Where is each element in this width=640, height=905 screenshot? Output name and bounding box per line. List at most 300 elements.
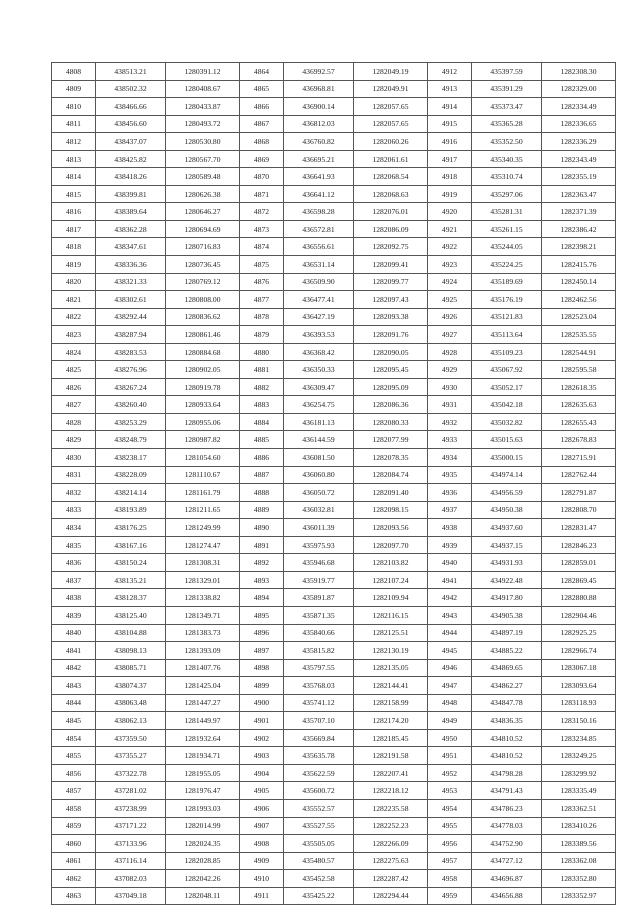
point-id-cell: 4892 (240, 554, 284, 572)
table-row (52, 624, 616, 642)
x-coordinate-cell: 436531.14 (284, 256, 354, 274)
table-row (52, 571, 616, 589)
y-coordinate-cell: 1282049.19 (354, 63, 428, 81)
point-id-cell: 4916 (428, 133, 472, 151)
point-id-cell: 4814 (52, 168, 96, 186)
table-row (52, 378, 616, 396)
x-coordinate-cell: 438248.79 (96, 431, 166, 449)
x-coordinate-cell: 435635.78 (284, 747, 354, 765)
y-coordinate-cell: 1282076.01 (354, 203, 428, 221)
point-id-cell: 4825 (52, 361, 96, 379)
x-coordinate-cell: 438347.61 (96, 238, 166, 256)
y-coordinate-cell: 1282329.00 (542, 80, 616, 98)
y-coordinate-cell: 1282762.44 (542, 466, 616, 484)
point-id-cell: 4894 (240, 589, 284, 607)
x-coordinate-cell: 437133.96 (96, 835, 166, 853)
point-id-cell: 4947 (428, 677, 472, 695)
point-id-cell: 4953 (428, 782, 472, 800)
x-coordinate-cell: 436572.81 (284, 220, 354, 238)
table-row (52, 220, 616, 238)
y-coordinate-cell: 1282057.65 (354, 115, 428, 133)
y-coordinate-cell: 1281161.79 (166, 484, 240, 502)
coordinate-table-page (51, 62, 615, 905)
x-coordinate-cell: 438336.36 (96, 256, 166, 274)
x-coordinate-cell: 435000.15 (472, 449, 542, 467)
point-id-cell: 4919 (428, 185, 472, 203)
point-id-cell: 4948 (428, 694, 472, 712)
x-coordinate-cell: 438466.66 (96, 98, 166, 116)
x-coordinate-cell: 434885.22 (472, 642, 542, 660)
y-coordinate-cell: 1281407.76 (166, 659, 240, 677)
y-coordinate-cell: 1282535.55 (542, 326, 616, 344)
point-id-cell: 4889 (240, 501, 284, 519)
point-id-cell: 4944 (428, 624, 472, 642)
x-coordinate-cell: 435310.74 (472, 168, 542, 186)
table-row (52, 256, 616, 274)
point-id-cell: 4834 (52, 519, 96, 537)
x-coordinate-cell: 435946.68 (284, 554, 354, 572)
y-coordinate-cell: 1282371.39 (542, 203, 616, 221)
y-coordinate-cell: 1281308.31 (166, 554, 240, 572)
x-coordinate-cell: 435600.72 (284, 782, 354, 800)
point-id-cell: 4946 (428, 659, 472, 677)
table-row (52, 308, 616, 326)
point-id-cell: 4878 (240, 308, 284, 326)
point-id-cell: 4845 (52, 712, 96, 730)
x-coordinate-cell: 436350.33 (284, 361, 354, 379)
x-coordinate-cell: 437359.50 (96, 729, 166, 747)
y-coordinate-cell: 1282080.33 (354, 413, 428, 431)
point-id-cell: 4836 (52, 554, 96, 572)
y-coordinate-cell: 1283352.97 (542, 887, 616, 905)
y-coordinate-cell: 1280836.62 (166, 308, 240, 326)
y-coordinate-cell: 1282116.15 (354, 606, 428, 624)
point-id-cell: 4928 (428, 343, 472, 361)
table-row (52, 694, 616, 712)
y-coordinate-cell: 1281211.65 (166, 501, 240, 519)
y-coordinate-cell: 1280493.72 (166, 115, 240, 133)
point-id-cell: 4885 (240, 431, 284, 449)
point-id-cell: 4941 (428, 571, 472, 589)
y-coordinate-cell: 1282544.91 (542, 343, 616, 361)
x-coordinate-cell: 435365.28 (472, 115, 542, 133)
point-id-cell: 4912 (428, 63, 472, 81)
table-row (52, 782, 616, 800)
point-id-cell: 4915 (428, 115, 472, 133)
x-coordinate-cell: 435052.17 (472, 378, 542, 396)
x-coordinate-cell: 438437.07 (96, 133, 166, 151)
point-id-cell: 4872 (240, 203, 284, 221)
y-coordinate-cell: 1282086.09 (354, 220, 428, 238)
point-id-cell: 4925 (428, 291, 472, 309)
point-id-cell: 4854 (52, 729, 96, 747)
y-coordinate-cell: 1282266.09 (354, 835, 428, 853)
y-coordinate-cell: 1281425.04 (166, 677, 240, 695)
y-coordinate-cell: 1282191.58 (354, 747, 428, 765)
x-coordinate-cell: 435505.05 (284, 835, 354, 853)
x-coordinate-cell: 437082.03 (96, 870, 166, 888)
table-row (52, 98, 616, 116)
point-id-cell: 4871 (240, 185, 284, 203)
point-id-cell: 4890 (240, 519, 284, 537)
y-coordinate-cell: 1282093.38 (354, 308, 428, 326)
point-id-cell: 4809 (52, 80, 96, 98)
y-coordinate-cell: 1282060.26 (354, 133, 428, 151)
y-coordinate-cell: 1282308.30 (542, 63, 616, 81)
x-coordinate-cell: 438513.21 (96, 63, 166, 81)
x-coordinate-cell: 438287.94 (96, 326, 166, 344)
table-body (52, 63, 616, 905)
point-id-cell: 4913 (428, 80, 472, 98)
point-id-cell: 4860 (52, 835, 96, 853)
x-coordinate-cell: 435397.59 (472, 63, 542, 81)
x-coordinate-cell: 434905.38 (472, 606, 542, 624)
y-coordinate-cell: 1280987.82 (166, 431, 240, 449)
table-row (52, 606, 616, 624)
x-coordinate-cell: 435352.50 (472, 133, 542, 151)
point-id-cell: 4864 (240, 63, 284, 81)
point-id-cell: 4819 (52, 256, 96, 274)
y-coordinate-cell: 1283093.64 (542, 677, 616, 695)
y-coordinate-cell: 1282966.74 (542, 642, 616, 660)
point-id-cell: 4930 (428, 378, 472, 396)
table-row (52, 519, 616, 537)
y-coordinate-cell: 1281338.82 (166, 589, 240, 607)
point-id-cell: 4957 (428, 852, 472, 870)
x-coordinate-cell: 436060.80 (284, 466, 354, 484)
x-coordinate-cell: 435391.29 (472, 80, 542, 98)
y-coordinate-cell: 1281054.60 (166, 449, 240, 467)
x-coordinate-cell: 438104.88 (96, 624, 166, 642)
y-coordinate-cell: 1280736.45 (166, 256, 240, 274)
table-row (52, 799, 616, 817)
x-coordinate-cell: 434778.03 (472, 817, 542, 835)
x-coordinate-cell: 438321.33 (96, 273, 166, 291)
point-id-cell: 4821 (52, 291, 96, 309)
y-coordinate-cell: 1283067.18 (542, 659, 616, 677)
x-coordinate-cell: 435871.35 (284, 606, 354, 624)
y-coordinate-cell: 1282678.83 (542, 431, 616, 449)
y-coordinate-cell: 1282093.56 (354, 519, 428, 537)
x-coordinate-cell: 434791.43 (472, 782, 542, 800)
y-coordinate-cell: 1280919.78 (166, 378, 240, 396)
y-coordinate-cell: 1283410.26 (542, 817, 616, 835)
point-id-cell: 4900 (240, 694, 284, 712)
point-id-cell: 4875 (240, 256, 284, 274)
y-coordinate-cell: 1282334.49 (542, 98, 616, 116)
x-coordinate-cell: 435425.22 (284, 887, 354, 905)
x-coordinate-cell: 435891.87 (284, 589, 354, 607)
x-coordinate-cell: 438167.16 (96, 536, 166, 554)
y-coordinate-cell: 1282831.47 (542, 519, 616, 537)
x-coordinate-cell: 438399.81 (96, 185, 166, 203)
y-coordinate-cell: 1280955.06 (166, 413, 240, 431)
y-coordinate-cell: 1282275.63 (354, 852, 428, 870)
point-id-cell: 4828 (52, 413, 96, 431)
y-coordinate-cell: 1281993.03 (166, 799, 240, 817)
y-coordinate-cell: 1282158.99 (354, 694, 428, 712)
y-coordinate-cell: 1282098.15 (354, 501, 428, 519)
table-row (52, 887, 616, 905)
table-row (52, 835, 616, 853)
y-coordinate-cell: 1282024.35 (166, 835, 240, 853)
point-id-cell: 4858 (52, 799, 96, 817)
y-coordinate-cell: 1280646.27 (166, 203, 240, 221)
y-coordinate-cell: 1280933.64 (166, 396, 240, 414)
x-coordinate-cell: 437355.27 (96, 747, 166, 765)
y-coordinate-cell: 1282174.20 (354, 712, 428, 730)
point-id-cell: 4838 (52, 589, 96, 607)
point-id-cell: 4906 (240, 799, 284, 817)
y-coordinate-cell: 1282099.41 (354, 256, 428, 274)
x-coordinate-cell: 435261.15 (472, 220, 542, 238)
x-coordinate-cell: 438062.13 (96, 712, 166, 730)
y-coordinate-cell: 1282130.19 (354, 642, 428, 660)
point-id-cell: 4879 (240, 326, 284, 344)
x-coordinate-cell: 434869.65 (472, 659, 542, 677)
y-coordinate-cell: 1283389.56 (542, 835, 616, 853)
y-coordinate-cell: 1282355.19 (542, 168, 616, 186)
y-coordinate-cell: 1282880.88 (542, 589, 616, 607)
table-row (52, 115, 616, 133)
point-id-cell: 4945 (428, 642, 472, 660)
y-coordinate-cell: 1282091.76 (354, 326, 428, 344)
x-coordinate-cell: 435032.82 (472, 413, 542, 431)
y-coordinate-cell: 1282904.46 (542, 606, 616, 624)
x-coordinate-cell: 434798.28 (472, 764, 542, 782)
point-id-cell: 4873 (240, 220, 284, 238)
table-row (52, 431, 616, 449)
x-coordinate-cell: 438502.32 (96, 80, 166, 98)
y-coordinate-cell: 1281447.27 (166, 694, 240, 712)
x-coordinate-cell: 438135.21 (96, 571, 166, 589)
point-id-cell: 4862 (52, 870, 96, 888)
x-coordinate-cell: 438128.37 (96, 589, 166, 607)
y-coordinate-cell: 1281110.67 (166, 466, 240, 484)
point-id-cell: 4869 (240, 150, 284, 168)
point-id-cell: 4811 (52, 115, 96, 133)
point-id-cell: 4883 (240, 396, 284, 414)
point-id-cell: 4920 (428, 203, 472, 221)
point-id-cell: 4911 (240, 887, 284, 905)
y-coordinate-cell: 1282078.35 (354, 449, 428, 467)
y-coordinate-cell: 1282144.41 (354, 677, 428, 695)
table-row (52, 326, 616, 344)
x-coordinate-cell: 434862.27 (472, 677, 542, 695)
x-coordinate-cell: 438193.89 (96, 501, 166, 519)
x-coordinate-cell: 438418.26 (96, 168, 166, 186)
y-coordinate-cell: 1283362.51 (542, 799, 616, 817)
y-coordinate-cell: 1282061.61 (354, 150, 428, 168)
point-id-cell: 4810 (52, 98, 96, 116)
point-id-cell: 4914 (428, 98, 472, 116)
x-coordinate-cell: 435121.83 (472, 308, 542, 326)
point-id-cell: 4940 (428, 554, 472, 572)
point-id-cell: 4951 (428, 747, 472, 765)
x-coordinate-cell: 434931.93 (472, 554, 542, 572)
point-id-cell: 4901 (240, 712, 284, 730)
y-coordinate-cell: 1280861.46 (166, 326, 240, 344)
x-coordinate-cell: 438362.28 (96, 220, 166, 238)
x-coordinate-cell: 435527.55 (284, 817, 354, 835)
point-id-cell: 4950 (428, 729, 472, 747)
y-coordinate-cell: 1283234.85 (542, 729, 616, 747)
point-id-cell: 4824 (52, 343, 96, 361)
x-coordinate-cell: 438302.61 (96, 291, 166, 309)
point-id-cell: 4884 (240, 413, 284, 431)
x-coordinate-cell: 435244.05 (472, 238, 542, 256)
point-id-cell: 4927 (428, 326, 472, 344)
point-id-cell: 4882 (240, 378, 284, 396)
point-id-cell: 4837 (52, 571, 96, 589)
point-id-cell: 4868 (240, 133, 284, 151)
point-id-cell: 4877 (240, 291, 284, 309)
table-row (52, 273, 616, 291)
x-coordinate-cell: 435452.58 (284, 870, 354, 888)
point-id-cell: 4896 (240, 624, 284, 642)
point-id-cell: 4931 (428, 396, 472, 414)
x-coordinate-cell: 436509.90 (284, 273, 354, 291)
x-coordinate-cell: 436427.19 (284, 308, 354, 326)
table-row (52, 484, 616, 502)
y-coordinate-cell: 1282618.35 (542, 378, 616, 396)
y-coordinate-cell: 1280694.69 (166, 220, 240, 238)
x-coordinate-cell: 437322.78 (96, 764, 166, 782)
y-coordinate-cell: 1283150.16 (542, 712, 616, 730)
x-coordinate-cell: 435622.59 (284, 764, 354, 782)
x-coordinate-cell: 434974.14 (472, 466, 542, 484)
y-coordinate-cell: 1281955.05 (166, 764, 240, 782)
table-row (52, 712, 616, 730)
point-id-cell: 4881 (240, 361, 284, 379)
x-coordinate-cell: 434847.78 (472, 694, 542, 712)
table-row (52, 343, 616, 361)
point-id-cell: 4938 (428, 519, 472, 537)
x-coordinate-cell: 438276.96 (96, 361, 166, 379)
point-id-cell: 4840 (52, 624, 96, 642)
table-row (52, 729, 616, 747)
y-coordinate-cell: 1281976.47 (166, 782, 240, 800)
point-id-cell: 4859 (52, 817, 96, 835)
point-id-cell: 4959 (428, 887, 472, 905)
point-id-cell: 4843 (52, 677, 96, 695)
x-coordinate-cell: 435552.57 (284, 799, 354, 817)
point-id-cell: 4887 (240, 466, 284, 484)
point-id-cell: 4856 (52, 764, 96, 782)
y-coordinate-cell: 1282095.45 (354, 361, 428, 379)
y-coordinate-cell: 1282450.14 (542, 273, 616, 291)
point-id-cell: 4924 (428, 273, 472, 291)
x-coordinate-cell: 436556.61 (284, 238, 354, 256)
point-id-cell: 4833 (52, 501, 96, 519)
point-id-cell: 4922 (428, 238, 472, 256)
y-coordinate-cell: 1282068.54 (354, 168, 428, 186)
y-coordinate-cell: 1280808.00 (166, 291, 240, 309)
x-coordinate-cell: 434897.19 (472, 624, 542, 642)
table-row (52, 536, 616, 554)
table-row (52, 150, 616, 168)
table-row (52, 764, 616, 782)
y-coordinate-cell: 1282099.77 (354, 273, 428, 291)
point-id-cell: 4943 (428, 606, 472, 624)
y-coordinate-cell: 1282107.24 (354, 571, 428, 589)
point-id-cell: 4934 (428, 449, 472, 467)
x-coordinate-cell: 434810.52 (472, 747, 542, 765)
y-coordinate-cell: 1282336.65 (542, 115, 616, 133)
table-row (52, 449, 616, 467)
point-id-cell: 4888 (240, 484, 284, 502)
y-coordinate-cell: 1280902.05 (166, 361, 240, 379)
point-id-cell: 4876 (240, 273, 284, 291)
x-coordinate-cell: 438214.14 (96, 484, 166, 502)
table-row (52, 466, 616, 484)
point-id-cell: 4893 (240, 571, 284, 589)
table-row (52, 413, 616, 431)
x-coordinate-cell: 434917.80 (472, 589, 542, 607)
x-coordinate-cell: 436368.42 (284, 343, 354, 361)
point-id-cell: 4908 (240, 835, 284, 853)
y-coordinate-cell: 1283362.08 (542, 852, 616, 870)
x-coordinate-cell: 434950.38 (472, 501, 542, 519)
y-coordinate-cell: 1282925.25 (542, 624, 616, 642)
x-coordinate-cell: 434696.87 (472, 870, 542, 888)
point-id-cell: 4841 (52, 642, 96, 660)
point-id-cell: 4904 (240, 764, 284, 782)
point-id-cell: 4822 (52, 308, 96, 326)
y-coordinate-cell: 1281329.01 (166, 571, 240, 589)
coordinate-table (51, 62, 616, 905)
y-coordinate-cell: 1281249.99 (166, 519, 240, 537)
y-coordinate-cell: 1280626.38 (166, 185, 240, 203)
x-coordinate-cell: 436641.93 (284, 168, 354, 186)
y-coordinate-cell: 1282097.43 (354, 291, 428, 309)
y-coordinate-cell: 1282218.12 (354, 782, 428, 800)
point-id-cell: 4923 (428, 256, 472, 274)
point-id-cell: 4902 (240, 729, 284, 747)
x-coordinate-cell: 434810.52 (472, 729, 542, 747)
x-coordinate-cell: 438228.09 (96, 466, 166, 484)
x-coordinate-cell: 438150.24 (96, 554, 166, 572)
y-coordinate-cell: 1282068.63 (354, 185, 428, 203)
y-coordinate-cell: 1282252.23 (354, 817, 428, 835)
point-id-cell: 4937 (428, 501, 472, 519)
x-coordinate-cell: 435741.12 (284, 694, 354, 712)
y-coordinate-cell: 1282109.94 (354, 589, 428, 607)
x-coordinate-cell: 438283.53 (96, 343, 166, 361)
x-coordinate-cell: 435480.57 (284, 852, 354, 870)
y-coordinate-cell: 1282287.42 (354, 870, 428, 888)
y-coordinate-cell: 1282462.56 (542, 291, 616, 309)
point-id-cell: 4952 (428, 764, 472, 782)
point-id-cell: 4831 (52, 466, 96, 484)
point-id-cell: 4826 (52, 378, 96, 396)
x-coordinate-cell: 437238.99 (96, 799, 166, 817)
point-id-cell: 4935 (428, 466, 472, 484)
x-coordinate-cell: 438238.17 (96, 449, 166, 467)
point-id-cell: 4891 (240, 536, 284, 554)
point-id-cell: 4844 (52, 694, 96, 712)
y-coordinate-cell: 1282207.41 (354, 764, 428, 782)
point-id-cell: 4855 (52, 747, 96, 765)
x-coordinate-cell: 435067.92 (472, 361, 542, 379)
x-coordinate-cell: 435113.64 (472, 326, 542, 344)
x-coordinate-cell: 434656.88 (472, 887, 542, 905)
point-id-cell: 4949 (428, 712, 472, 730)
point-id-cell: 4955 (428, 817, 472, 835)
x-coordinate-cell: 435224.25 (472, 256, 542, 274)
point-id-cell: 4865 (240, 80, 284, 98)
point-id-cell: 4898 (240, 659, 284, 677)
